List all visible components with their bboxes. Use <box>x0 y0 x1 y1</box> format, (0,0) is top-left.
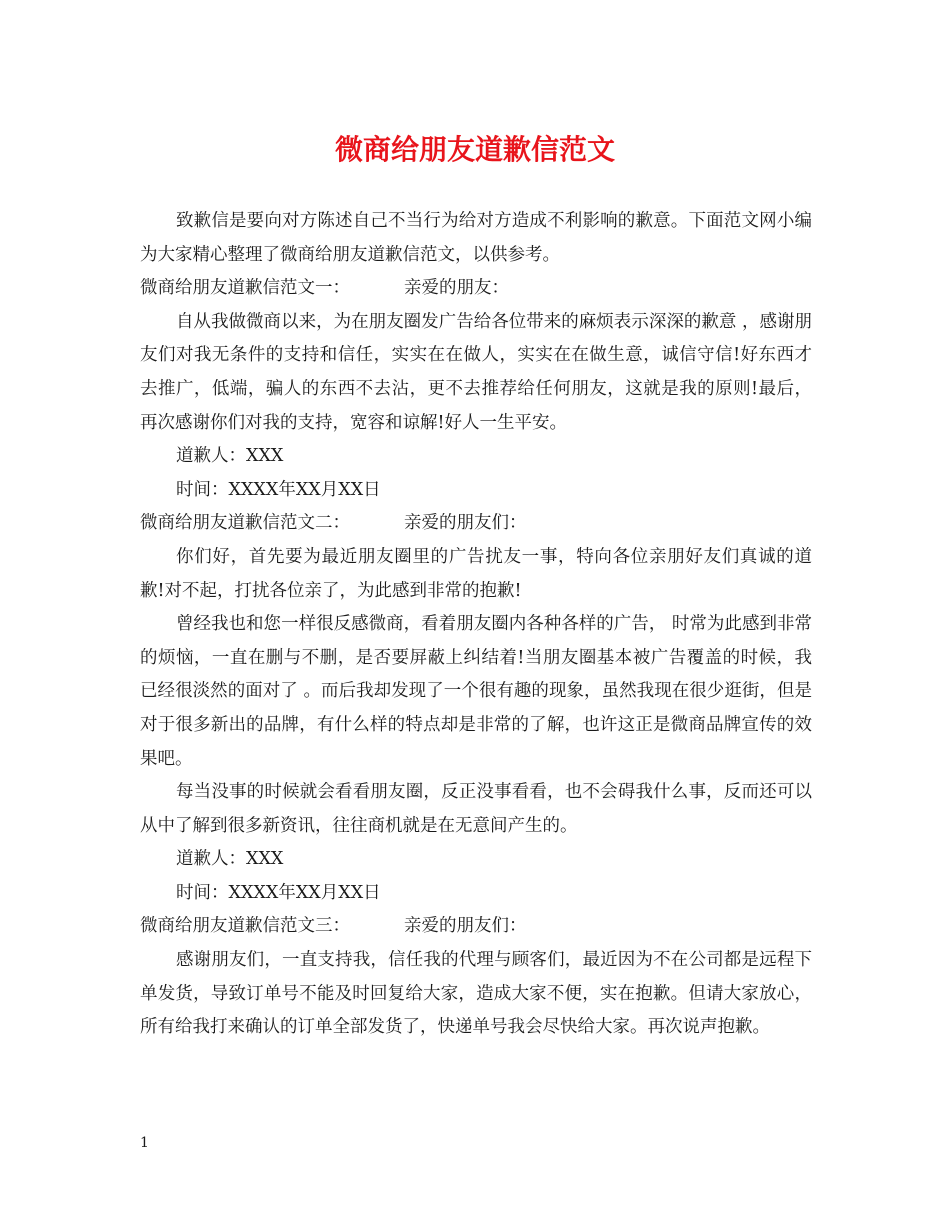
letter-2-date: 时间：XXXX年XX月XX日 <box>176 882 381 903</box>
letter-3-salutation: 亲爱的朋友们： <box>404 916 527 937</box>
letter-2-paragraph: 每当没事的时候就会看看朋友圈，反正没事看看，也不会碍我什么事，反而还可以从中了解到很多新资讯，往往商机就是在无意间产生的。 <box>140 782 812 836</box>
intro-paragraph: 致歉信是要向对方陈述自己不当行为给对方造成不利影响的歉意。下面范文网小编为大家精心整理了微商给朋友道歉信范文，以供参考。 <box>140 211 812 265</box>
document-body <box>140 205 812 1045</box>
letter-2-heading: 微商给朋友道歉信范文二： <box>140 513 350 534</box>
letter-1-heading: 微商给朋友道歉信范文一： <box>140 278 350 299</box>
letter-1-paragraph: 自从我做微商以来，为在朋友圈发广告给各位带来的麻烦表示深深的歉意 ，感谢朋友们对我无条件的支持和信任，实实在在做人，实实在在做生意，诚信守信!好东西才去推广，低端，骗人的东西不去沾，更不去推荐给任何朋友，这就是我的原则!最后，再次感谢你们对我的支持，宽容和谅解!好人一生平安。 <box>140 311 812 433</box>
letter-3-header <box>140 910 812 944</box>
letter-3-paragraph: 感谢朋友们，一直支持我，信任我的代理与顾客们，最近因为不在公司都是远程下单发货，导致订单号不能及时回复给大家，造成大家不便，实在抱歉。但请大家放心，所有给我打来确认的订单全部发货了，快递单号我会尽快给大家。再次说声抱歉。 <box>140 950 812 1038</box>
page-title: 微商给朋友道歉信范文 <box>334 133 615 166</box>
letter-3-heading: 微商给朋友道歉信范文三： <box>140 916 350 937</box>
page-number: 1 <box>140 1135 149 1151</box>
letter-2-salutation: 亲爱的朋友们： <box>404 513 527 534</box>
letter-2-header <box>140 507 812 541</box>
letter-1-date: 时间：XXXX年XX月XX日 <box>176 479 381 500</box>
letter-1-header <box>140 272 812 306</box>
letter-1-signer: 道歉人：XXX <box>176 446 284 467</box>
letter-1-salutation: 亲爱的朋友： <box>404 278 509 299</box>
letter-2-paragraph: 曾经我也和您一样很反感微商，看着朋友圈内各种各样的广告， 时常为此感到非常的烦恼，一直在删与不删，是否要屏蔽上纠结着!当朋友圈基本被广告覆盖的时候，我已经很淡然的面对了 。而后我却发现了一个很有趣的现象，虽然我现在很少逛街，但是对于很多新出的品牌，有什么样的特点却是非常的了解，也许这正是微商品牌宣传的效果吧。 <box>140 614 812 769</box>
letter-2-signer: 道歉人：XXX <box>176 849 284 870</box>
letter-2-paragraph: 你们好，首先要为最近朋友圈里的广告扰友一事，特向各位亲朋好友们真诚的道歉!对不起，打扰各位亲了，为此感到非常的抱歉! <box>140 546 812 601</box>
